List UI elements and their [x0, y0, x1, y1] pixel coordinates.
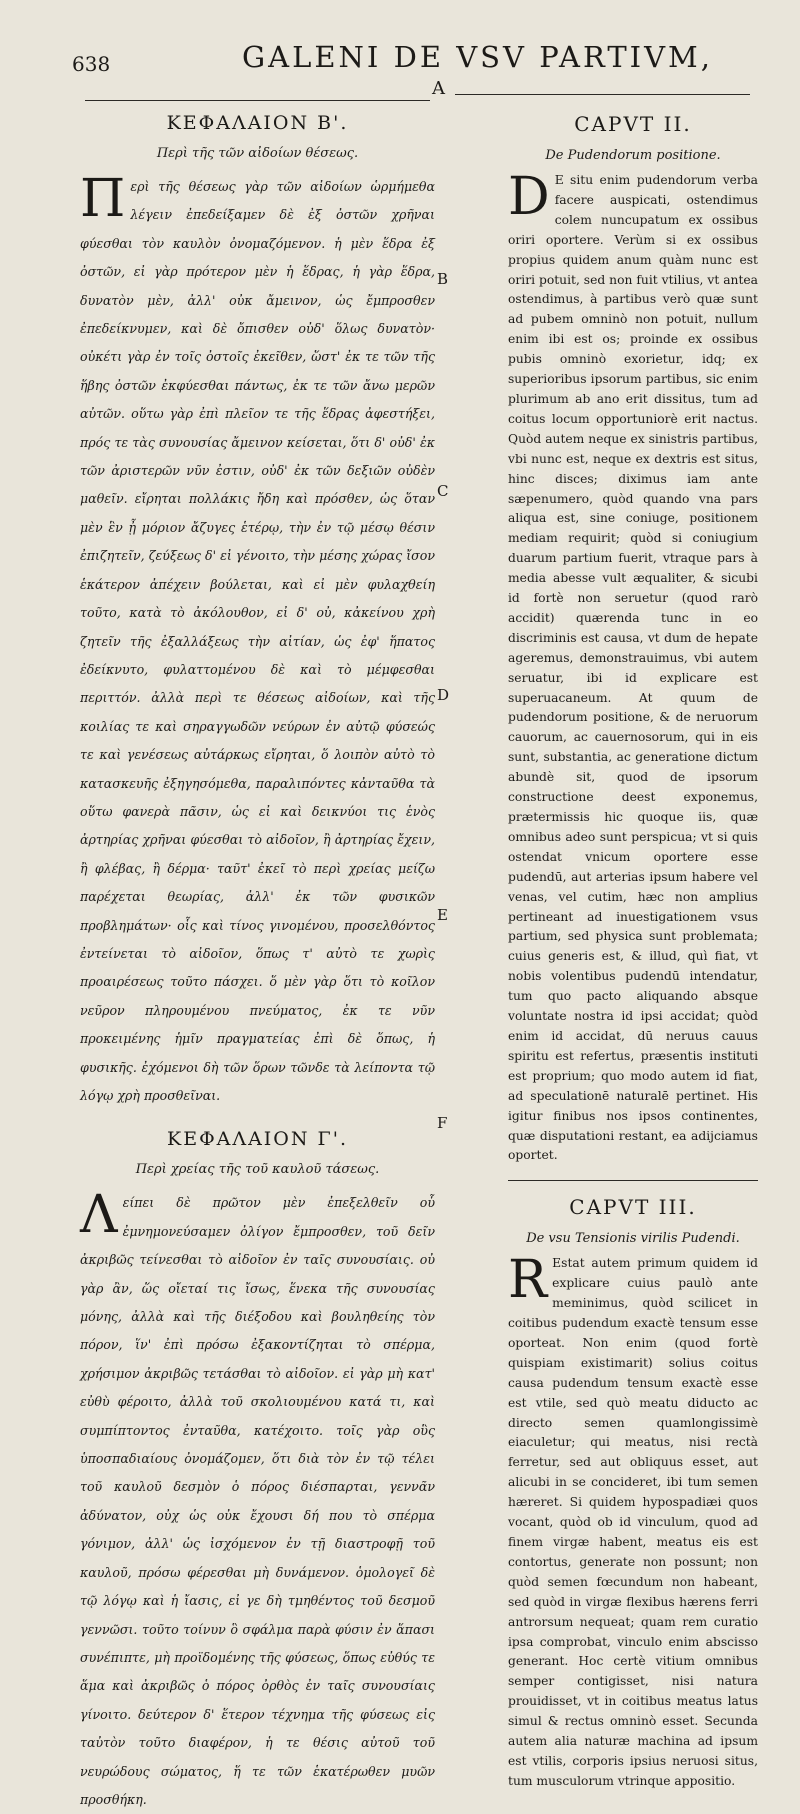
margin-letter-c: C [437, 482, 449, 500]
header-rule-right [455, 94, 750, 95]
greek-chapter-3-body: είπει δὲ πρῶτον μὲν ἐπεξελθεῖν οὗ ἐμνημονεύσαμεν ὀλίγον ἔμπροσθεν, τοῦ δεῖν ἀκριβῶς τείνεσθαι τὸ αἰδοῖον ἐν ταῖς συνουσίαις. οὐ γὰρ ἂν, ὥς οἴεταί τις ἴσως, ἕνεκα τῆς συνουσίας μόνης, ἀλλὰ καὶ τῆς διέξοδου καὶ βουληθείης τὸν πόρον, ἵν' ἐπὶ πρόσω ἐξακοντίζηται τὸ σπέρμα, χρήσιμον ἀκριβῶς τετάσθαι τὸ αἰδοῖον. εἰ γὰρ μὴ κατ' εὐθὺ φέροιτο, ἀλλὰ τοῦ σκολιουμένου κατά τι, καὶ συμπίπτοντος ἐνταῦθα, κατέχοιτο. τοῖς γὰρ οὓς ὑποσπαδιαίους ὀνομάζομεν, ὅτι διὰ τὸν ἐν τῷ τέλει τοῦ καυλοῦ δεσμὸν ὁ πόρος διέσπαρται, γεννᾶν ἀδύνατον, οὐχ ὡς οὐκ ἔχουσι δή που τὸ σπέρμα γόνιμον, ἀλλ' ὡς ἰσχόμενον ἐν τῇ διαστροφῇ τοῦ καυλοῦ, πρόσω φέρεσθαι μὴ δυνάμενον. ὁμολογεῖ δὲ τῷ λόγῳ καὶ ἡ ἴασις, εἰ γε δὴ τμηθέντος τοῦ δεσμοῦ γεννῶσι. τοῦτο τοίνυν ὃ σφάλμα παρὰ φύσιν ἐν ἅπασι συνέπιπτε, μὴ προϊδομένης τῆς φύσεως, ὅπως εὐθύς τε ἅμα καὶ ἀκριβῶς ὁ πόρος ὀρθὸς ἐν ταῖς συνουσίαις γίνοιτο. δεύτερον δ' ἕτερον τέχνημα τῆς φύσεως εἰς ταὐτὸν τοῦτο διαφέρον, ἡ τε θέσις αὐτοῦ τοῦ νευρώδους σώματος, ἥ τε τῶν ἑκατέρωθεν μυῶν προσθήκη. [80, 1195, 435, 1807]
greek-chapter-2-heading: ΚΕΦΑΛΑΙΟΝ Β'. [166, 112, 349, 134]
greek-chapter-2-subtitle: Περὶ τῆς τῶν αἰδοίων θέσεως. [156, 146, 359, 161]
greek-chapter-2-body: ερὶ τῆς θέσεως γὰρ τῶν αἰδοίων ὡρμήμεθα λέγειν ἐπεδείξαμεν δὲ ἐξ ὀστῶν χρῆναι φύεσθαι τὸν καυλὸν ὀνομαζόμενον. ἡ μὲν ἕδρα ἐξ ὀστῶν, εἰ γὰρ πρότερον μὲν ἡ ἕδρας, ἡ γὰρ ἕδρα, δυνατὸν μὲν, ἀλλ' οὐκ ἄμεινον, ὡς ἔμπροσθεν ἐπεδείκνυμεν, καὶ δὲ ὄπισθεν οὐδ' ὅλως δυνατὸν· οὐκέτι γὰρ ἐν τοῖς ὀστοῖς ἐκεῖθεν, ὥστ' ἐκ τε τῶν τῆς ἥβης ὀστῶν ἐκφύεσθαι πάντως, ἐκ τε τῶν ἄνω μερῶν αὐτῶν. οὕτω γὰρ ἐπὶ πλεῖον τε τῆς ἕδρας ἀφεστήξει, πρός τε τὰς συνουσίας ἄμεινον κείσεται, ὅτι δ' οὐδ' ἐκ τῶν ἀριστερῶν νῦν ἐστιν, οὐδ' ἐκ τῶν δεξιῶν οὐδὲν μαθεῖν. εἴρηται πολλάκις ἤδη καὶ πρόσθεν, ὡς ὅταν μὲν ἓν ᾖ μόριον ἄζυγες ἑτέρῳ, τὴν ἐν τῷ μέσῳ θέσιν ἐπιζητεῖν, ζεύξεως δ' εἰ γένοιτο, τὴν μέσης χώρας ἴσον ἑκάτερον ἀπέχειν βούλεται, καὶ εἰ μὲν φυλαχθείη τοῦτο, κατὰ τὸ ἀκόλουθον, εἰ δ' οὐ, κἀκείνου χρὴ ζητεῖν τῆς ἐξαλλάξεως τὴν αἰτίαν, ὡς ἐφ' ἥπατος ἐδείκνυτο, φυλαττομένου δὲ καὶ τὸ μέμφεσθαι περιττόν. ἀλλὰ περὶ τε θέσεως αἰδοίων, καὶ τῆς κοιλίας τε καὶ σηραγγωδῶν νεύρων ἐν αὐτῷ φύσεώς τε καὶ γενέσεως αὐτάρκως εἴρηται, ὅ λοιπὸν αὐτὸ τὸ κατασκευῆς ἐξηγησόμεθα, παραλιπόντες κἀνταῦθα τὰ οὕτω φανερὰ πᾶσιν, ὡς εἰ καὶ δεικνύοι τις ἑνὸς ἀρτηρίας χρῆναι φύεσθαι τὸ αἰδοῖον, ἢ ἀρτηρίας ἔχειν, ἢ φλέβας, ἢ δέρμα· ταῦτ' ἐκεῖ τὸ περὶ χρείας μείζω παρέχεται θεωρίας, ἀλλ' ἐκ τῶν φυσικῶν προβλημάτων· οἷς καὶ τίνος γινομένου, προσελθόντος ἐντείνεται τὸ αἰδοῖον, ὅπως τ' αὐτὸ τε χωρὶς προαιρέσεως τοῦτο πάσχει. ὅ μὲν γὰρ ὅτι τὸ κοῖλον νεῦρον πληρουμένου πνεύματος, ἐκ τε νῦν προκειμένης ἡμῖν πραγματείας ἐπὶ δὲ ὅπως, ἡ φυσικῆς. ἐχόμενοι δὴ τῶν ὅρων τῶνδε τὰ λείποντα τῷ λόγῳ χρὴ προσθεῖναι. [80, 179, 435, 1103]
margin-letter-d: D [437, 686, 450, 704]
margin-letters [437, 0, 467, 1308]
margin-letter-b: B [437, 270, 449, 288]
greek-chapter-3-heading: ΚΕΦΑΛΑΙΟΝ Γ'. [167, 1128, 348, 1151]
margin-letter-f: F [437, 1114, 448, 1132]
latin-chapter-3-heading: CAPVT III. [569, 1195, 697, 1220]
latin-chapter-3-body: Estat autem primum quidem id explicare cuius paulò ante meminimus, quòd scilicet in coitibus pudendum exactè tensum esse oporteat. Non enim (quod fortè quispiam existimarit) solius coitus causa pudendum tensum exactè esse est vtile, sed quò meatu diducto ac directo semen quamlongissimè eiaculetur; qui meatus, nisi rectà ferretur, sed aut obliquus esset, aut alicubi in se concideret, ibi tum semen hæreret. Si quidem hypospadiæi quos vocant, quòd ob id vinculum, quod ad finem virgæ habent, meatus eis est contortus, generate non possunt; non quòd semen fœcundum non habeant, sed quòd in virgæ flexibus hærens ferri antrorsum nequeat; quam rem curatio ipsa comprobat, vinculo enim abscisso generant. Hoc certè vitium omnibus semper contigisset, nisi natura prouidisset, vt in coitibus meatus latus simul & rectus omninò esset. Secunda autem alia naturæ machina ad ipsum est vtilis, corporis ipsius neruosi situs, tum musculorum vtrinque appositio. [508, 1256, 758, 1788]
latin-chapter-2-body: E situ enim pudendorum verba facere auspicati, ostendimus colem nuncupatum ex ossibus oriri oportere. Verùm si ex ossibus propius quidem anum quàm nunc est oriri potuit, sed non fuit vtilius, vt antea ostendimus, à partibus verò quæ sunt ad pubem omninò non potuit, nullum enim ibi est os; proinde ex ossibus pubis omninò exorietur, idq; ex superioribus ipsorum partibus, sic enim plurimum ab ano erit dissitus, tum ad coitus locum opportuniorè erit nactus. Quòd autem neque ex sinistris partibus, vbi nunc est, neque ex dextris est situs, hinc disces; diximus iam ante sæpenumero, quòd quando vna pars aliqua est, sine coniuge, positionem mediam requirit; quòd si coniugium duarum partium fuerit, vtraque pars à media abesse vult æqualiter, & sicubi id fortè non seruetur (quod rarò accidit) quærenda tunc in eo discriminis est causa, vt dum de hepate ageremus, demonstrauimus, vbi autem seruatur, ibi id explicare est superuacaneum. At quum de pudendorum positione, & de neruorum cauorum, ac cauernosorum, qui in eis sunt, substantia, ac generatione dictum abundè sit, quod de ipsorum constructione deest exponemus, prætermissis hic quoque iis, quæ omnibus adeo sunt perspicua; vt si quis ostendat vnicum oportere esse pudendū, aut arterias ipsum habere vel venas, vel cutim, hæc non amplius pertineant ad inuestigationem vsus partium, sed physica sunt problemata; cuius generis est, & illud, quì fiat, vt nobis volentibus pudendū intendatur, tum quo pacto aliquando absque voluntate nostra id ipsi accidat; quòd enim id accidat, dū neruus cauus spiritu est refertus, præsentis instituti est proprium; quo modo autem id fiat, ad speculationē naturalē pertinet. His igitur finibus nos ipsos continentes, quæ disputationi restant, ea adijciamus oportet. [508, 173, 758, 1163]
latin-chapter-2-text [508, 167, 758, 1166]
latin-chapter-2-heading: CAPVT II. [574, 112, 692, 136]
greek-chapter-3-text [80, 1185, 435, 1814]
page-number: 638 [72, 52, 111, 76]
latin-chapter-2 [508, 112, 758, 1166]
greek-chapter-2 [80, 112, 435, 1110]
signature-letter: A [432, 78, 445, 99]
latin-chapter-2-subtitle: De Pudendorum positione. [545, 148, 721, 163]
page-header [60, 40, 760, 99]
latin-chapter-2-initial: D [508, 167, 550, 227]
latin-chapter-3-initial: R [508, 1250, 548, 1311]
greek-chapter-2-initial: Π [80, 169, 126, 229]
margin-letter-e: E [437, 906, 448, 924]
greek-chapter-2-text [80, 169, 435, 1110]
latin-chapter-3-subtitle: De vsu Tensionis virilis Pudendi. [526, 1231, 740, 1247]
latin-chapter-3-text [508, 1250, 758, 1791]
greek-chapter-3-subtitle: Περὶ χρείας τῆς τοῦ καυλοῦ τάσεως. [135, 1162, 380, 1178]
greek-column [80, 100, 435, 1814]
running-title: GALENI DE VSV PARTIVM, [242, 40, 713, 74]
greek-chapter-3-initial: Λ [80, 1185, 118, 1246]
latin-chapter-3 [508, 1195, 758, 1791]
latin-chapter-separator [508, 1180, 758, 1181]
greek-chapter-3 [80, 1128, 435, 1814]
latin-column [508, 100, 758, 1792]
